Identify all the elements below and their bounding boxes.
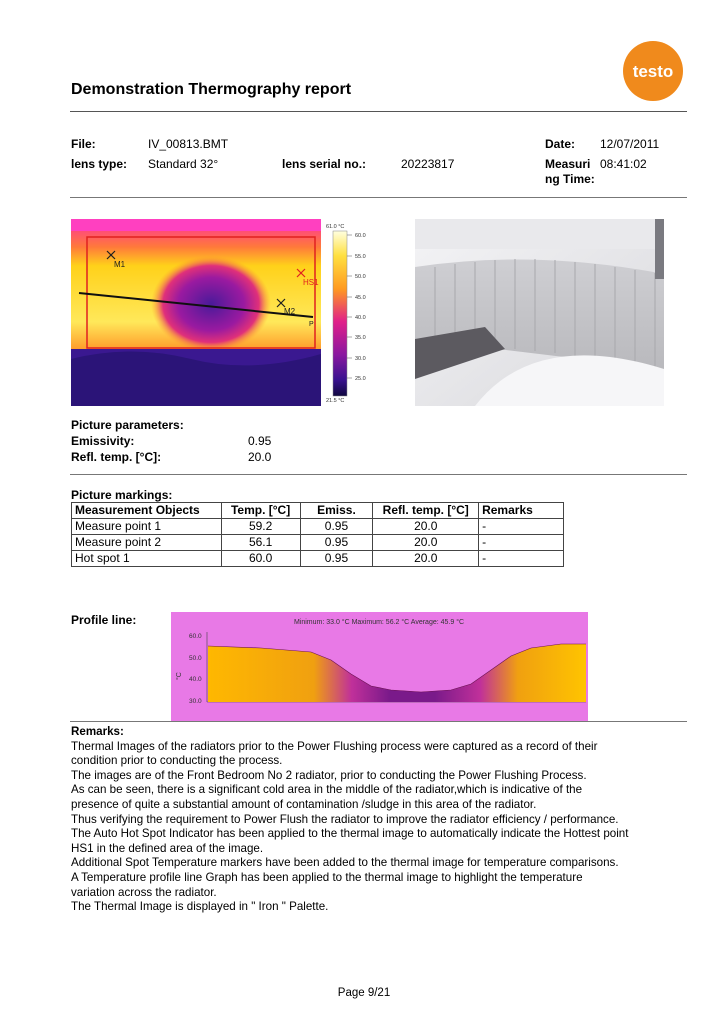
table-cell: 0.95	[300, 551, 373, 567]
measuring-time-value: 08:41:02	[600, 157, 647, 171]
remarks-line: Thus verifying the requirement to Power Flush the radiator to improve the radiator efficiency / performance.	[71, 812, 619, 826]
emissivity-label: Emissivity:	[71, 434, 135, 448]
file-label: File:	[71, 137, 96, 151]
table-cell: Hot spot 1	[72, 551, 222, 567]
table-row	[72, 551, 564, 567]
report-title: Demonstration Thermography report	[71, 81, 352, 98]
scale-tick: 30.0	[355, 356, 366, 362]
remarks-line: variation across the radiator.	[71, 885, 217, 899]
params-divider	[70, 474, 687, 475]
page-number: Page 9/21	[337, 987, 391, 999]
remarks-line: Thermal Images of the radiators prior to the Power Flushing process were captured as a record of their	[71, 739, 598, 753]
profile-y-unit: °C	[176, 672, 183, 680]
lens-serial-label: lens serial no.:	[282, 157, 367, 171]
table-row	[72, 519, 564, 535]
table-cell: 59.2	[221, 519, 300, 535]
refl-temp-label: Refl. temp. [°C]:	[71, 450, 162, 464]
profile-line-label: Profile line:	[71, 613, 137, 627]
scale-min: 21.5 °C	[326, 398, 345, 404]
scale-tick: 25.0	[355, 376, 366, 382]
table-cell: 56.1	[221, 535, 300, 551]
markings-table	[71, 502, 564, 567]
remarks-line: The Auto Hot Spot Indicator has been applied to the thermal image to automatically indicate the Hottest point	[71, 827, 629, 841]
marker-p: P	[309, 321, 314, 328]
visual-photo	[415, 219, 664, 406]
scale-tick: 50.0	[355, 274, 366, 280]
marker-hs1: HS1	[303, 278, 319, 287]
table-cell: 20.0	[373, 551, 479, 567]
remarks-line: condition prior to conducting the process.	[71, 754, 283, 768]
remarks-section	[71, 725, 686, 915]
profile-y-tick: 30.0	[189, 698, 202, 705]
scale-tick: 55.0	[355, 254, 366, 260]
marker-m2: M2	[284, 307, 296, 316]
emissivity-value: 0.95	[248, 434, 272, 448]
file-value: IV_00813.BMT	[148, 137, 229, 151]
table-row	[72, 535, 564, 551]
table-cell: 0.95	[300, 535, 373, 551]
refl-temp-value: 20.0	[248, 450, 272, 464]
measuring-time-label: Measuring Time:	[545, 157, 595, 186]
table-header-row	[72, 503, 564, 519]
profile-stats: Minimum: 33.0 °C Maximum: 56.2 °C Average: 45.9 °C	[293, 619, 465, 626]
lens-serial-value: 20223817	[401, 157, 455, 171]
testo-logo	[622, 40, 684, 102]
table-cell: -	[479, 551, 564, 567]
thermal-image	[71, 219, 376, 406]
remarks-heading: Remarks:	[71, 725, 124, 738]
scale-tick: 60.0	[355, 233, 366, 239]
table-cell: Measure point 2	[72, 535, 222, 551]
table-cell: -	[479, 519, 564, 535]
title-divider	[70, 111, 687, 112]
remarks-line: The Thermal Image is displayed in " Iron " Palette.	[71, 900, 329, 914]
remarks-line: The images are of the Front Bedroom No 2 radiator, prior to conducting the Power Flushing Process.	[71, 768, 587, 782]
profile-line-graph	[171, 612, 588, 722]
table-cell: 20.0	[373, 519, 479, 535]
scale-tick: 45.0	[355, 295, 366, 301]
profile-y-tick: 40.0	[189, 676, 202, 683]
logo-text: testo	[632, 62, 674, 81]
table-cell: 60.0	[221, 551, 300, 567]
profile-y-tick: 50.0	[189, 655, 202, 662]
column-header: Remarks	[479, 503, 564, 519]
picture-markings-heading: Picture markings:	[71, 488, 173, 502]
remarks-line: As can be seen, there is a significant cold area in the middle of the radiator,which is indicative of the	[71, 783, 583, 797]
column-header: Measurement Objects	[72, 503, 222, 519]
column-header: Temp. [°C]	[221, 503, 300, 519]
lens-type-value: Standard 32°	[148, 157, 219, 171]
profile-divider	[70, 721, 687, 722]
date-label: Date:	[545, 137, 576, 151]
lens-type-label: lens type:	[71, 157, 128, 171]
scale-tick: 35.0	[355, 335, 366, 341]
date-value: 12/07/2011	[600, 137, 660, 151]
table-cell: -	[479, 535, 564, 551]
remarks-line: Additional Spot Temperature markers have been added to the thermal image for temperature comparisons.	[71, 856, 619, 870]
remarks-line: presence of quite a substantial amount of contamination /sludge in this area of the radiator.	[71, 797, 537, 811]
column-header: Refl. temp. [°C]	[373, 503, 479, 519]
scale-max: 61.0 °C	[326, 224, 345, 230]
table-cell: 20.0	[373, 535, 479, 551]
profile-y-tick: 60.0	[189, 633, 202, 640]
meta-divider	[70, 197, 687, 198]
scale-tick: 40.0	[355, 315, 366, 321]
marker-m1: M1	[114, 260, 126, 269]
remarks-line: HS1 in the defined area of the image.	[71, 841, 264, 855]
column-header: Emiss.	[300, 503, 373, 519]
remarks-line: A Temperature profile line Graph has been applied to the thermal image to highlight the temperature	[71, 870, 583, 884]
table-cell: Measure point 1	[72, 519, 222, 535]
picture-parameters-heading: Picture parameters:	[71, 418, 184, 432]
table-cell: 0.95	[300, 519, 373, 535]
